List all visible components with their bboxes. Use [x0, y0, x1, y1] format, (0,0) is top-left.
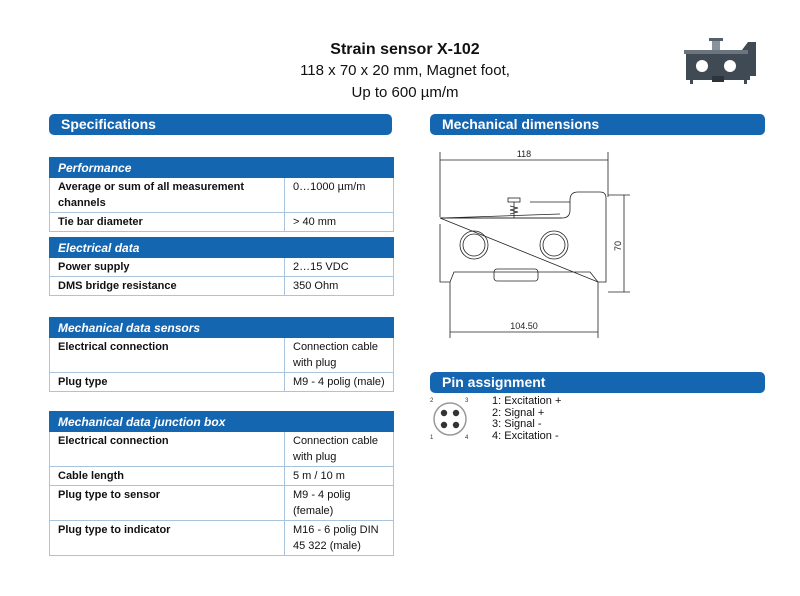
pin-item: 2: Signal + [492, 406, 545, 419]
table-row [50, 432, 394, 467]
row-value: M16 - 6 polig DIN 45 322 (male) [285, 521, 394, 556]
row-value: M9 - 4 polig (male) [285, 373, 394, 392]
table-row [50, 486, 394, 521]
electrical-table [49, 237, 394, 296]
specifications-header: Specifications [49, 114, 392, 135]
mech-junction-title: Mechanical data junction box [50, 412, 394, 432]
row-label: Average or sum of all measurement channels [50, 178, 285, 213]
row-label: Electrical connection [50, 338, 285, 373]
table-row [50, 178, 394, 213]
row-label: Plug type to sensor [50, 486, 285, 521]
pin-list [492, 396, 561, 442]
row-value: 0…1000 µm/m [285, 178, 394, 213]
row-value: Connection cable with plug [285, 338, 394, 373]
row-label: Cable length [50, 467, 285, 486]
product-subtitle-2: Up to 600 µm/m [351, 84, 459, 101]
row-value: 2…15 VDC [285, 258, 394, 277]
pin-number: 4 [465, 435, 469, 441]
product-title: Strain sensor X-102 [330, 41, 480, 58]
pin-number: 2 [430, 398, 434, 404]
base-label: 104.50 [510, 321, 538, 331]
table-row [50, 521, 394, 556]
product-subtitle-1: 118 x 70 x 20 mm, Magnet foot, [300, 62, 510, 79]
table-row [50, 373, 394, 392]
pin-item: 1: Excitation + [492, 395, 562, 407]
connector-pinout-icon [428, 396, 478, 442]
row-value: 5 m / 10 m [285, 467, 394, 486]
row-label: Power supply [50, 258, 285, 277]
width-label: 118 [516, 149, 532, 159]
pin-item: 4: Excitation - [492, 429, 559, 442]
performance-table [49, 157, 394, 232]
pin-number: 1 [430, 435, 434, 441]
mech-junction-table [49, 411, 394, 556]
mech-sensors-table [49, 317, 394, 392]
dimension-drawing [430, 142, 630, 350]
row-label: Plug type to indicator [50, 521, 285, 556]
pin-item: 3: Signal - [492, 418, 542, 430]
row-value: 350 Ohm [285, 277, 394, 296]
table-row [50, 277, 394, 296]
performance-title: Performance [50, 158, 394, 178]
pin-assignment [428, 396, 768, 448]
row-label: Electrical connection [50, 432, 285, 467]
table-row [50, 213, 394, 232]
table-row [50, 258, 394, 277]
mech-sensors-title: Mechanical data sensors [50, 318, 394, 338]
row-value: M9 - 4 polig (female) [285, 486, 394, 521]
electrical-title: Electrical data [50, 238, 394, 258]
row-label: DMS bridge resistance [50, 277, 285, 296]
pin-number: 3 [465, 398, 469, 404]
height-label: 70 [613, 240, 623, 252]
row-label: Tie bar diameter [50, 213, 285, 232]
row-label: Plug type [50, 373, 285, 392]
pin-assignment-header: Pin assignment [430, 372, 765, 393]
title-block [200, 40, 610, 104]
table-row [50, 467, 394, 486]
row-value: Connection cable with plug [285, 432, 394, 467]
table-row [50, 338, 394, 373]
mechanical-dimensions-header: Mechanical dimensions [430, 114, 765, 135]
row-value: > 40 mm [285, 213, 394, 232]
product-photo [682, 36, 758, 86]
